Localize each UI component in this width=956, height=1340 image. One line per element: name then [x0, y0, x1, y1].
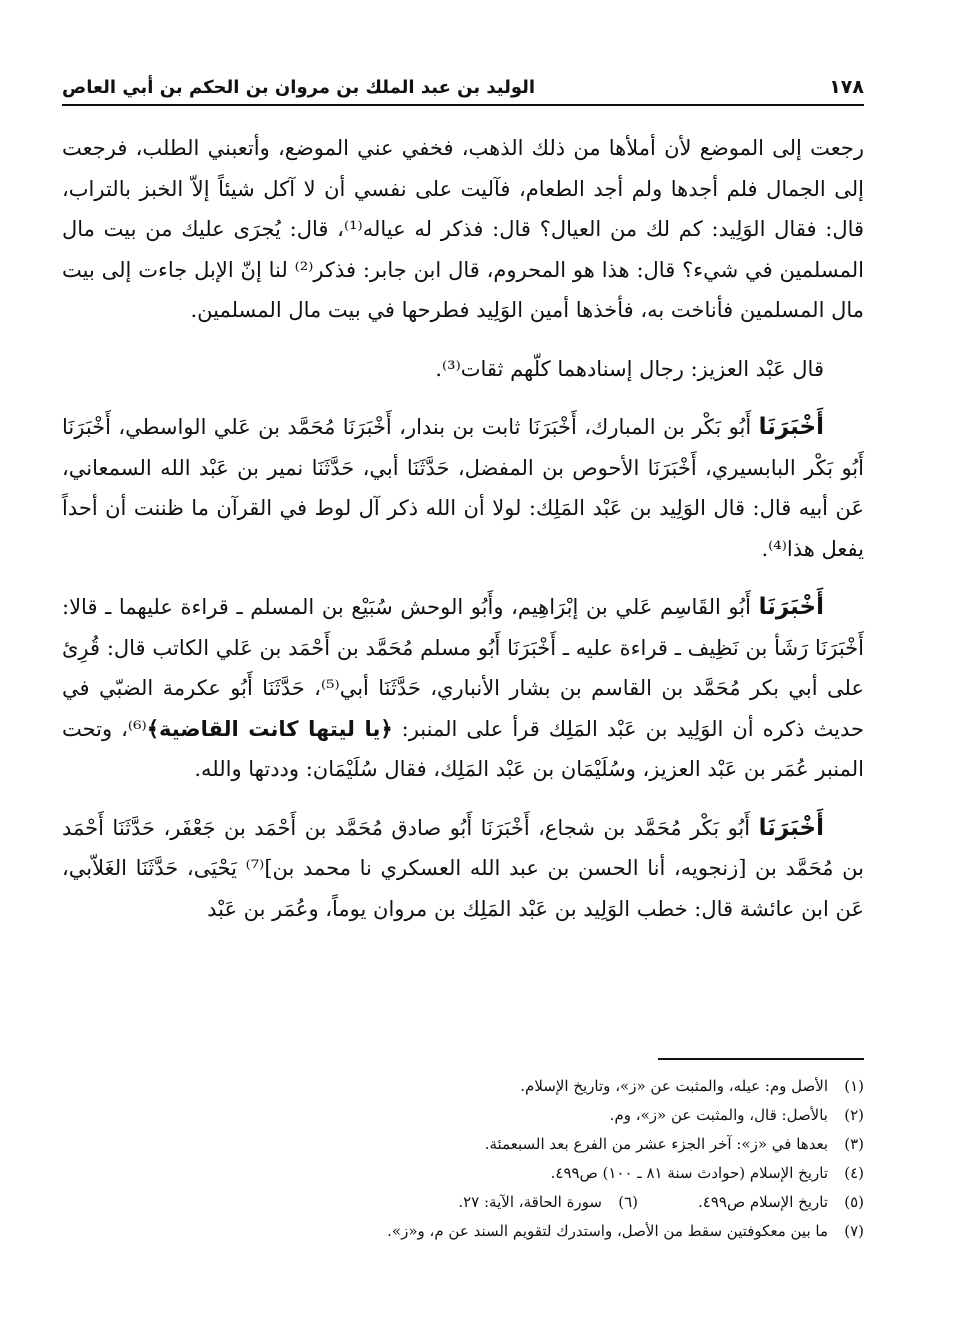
footnote-number: (٤)	[844, 1164, 864, 1182]
footnote-text: سورة الحاقة، الآية: ٢٧.	[458, 1193, 602, 1211]
footnote-text: تاريخ الإسلام ص٤٩٩.	[698, 1193, 828, 1211]
footnotes	[62, 1072, 864, 1246]
paragraph-text: ⁽⁶⁾، وتحت المنبر عُمَر بن عَبْد العزيز، وسُلَيْمَان بن عَبْد المَلِك، فقال سُلَيْمَان: وددتها والله.	[62, 716, 864, 781]
paragraph-text: أَبُو القَاسِم عَلي بن إبْرَاهِيم، وأَبُو الوحش سُبَيْع بن المسلم ـ قراءة عليهما ـ قالا: أَخْبَرَنَا رَشَأ بن نَظِيف ـ قراءة عليه ـ أَخْبَرَنَا أَبُو مسلم مُحَمَّد بن أَحْمَد بن عَلي الكاتب قال: قُرِئ على أبي بكر مُحَمَّد بن القاسم بن بشار الأنباري، حَدَّثَنَا أبي⁽⁵⁾، حَدَّثَنَا أَبُو عكرمة الضبّي في حديث ذكره أن الوَلِيد بن عَبْد المَلِك قرأ على المنبر:	[62, 595, 864, 741]
footnote-text: الأصل وم: عيله، والمثبت عن «ز»، وتاريخ الإسلام.	[520, 1077, 828, 1095]
paragraph-text: قال عَبْد العزيز: رجال إسنادهما كلّهم ثقات⁽³⁾.	[435, 356, 824, 381]
paragraph-continuation	[62, 128, 864, 331]
narration-lead: أَخْبَرَنَا	[758, 414, 824, 440]
footnote-number: (٢)	[844, 1106, 864, 1124]
footnote-text: ما بين معكوفتين سقط من الأصل، واستدرك لتقويم السند عن م، و«ز».	[387, 1222, 828, 1240]
main-text	[62, 128, 864, 947]
page-header	[62, 58, 864, 106]
running-title: الوليد بن عبد الملك بن مروان بن الحكم بن أبي العاص	[62, 77, 536, 98]
footnote-number: (٧)	[844, 1222, 864, 1240]
footnote	[62, 1130, 864, 1159]
footnote	[62, 1159, 864, 1188]
footnote-number: (٥)	[844, 1193, 864, 1211]
narration-lead: أَخْبَرَنَا	[758, 594, 824, 620]
narration-lead: أَخْبَرَنَا	[758, 814, 824, 841]
paragraph-narration	[62, 808, 864, 930]
paragraph-isnad-note	[62, 349, 864, 390]
paragraph-text: رجعت إلى الموضع لأن أملأها من ذلك الذهب، فخفي عني الموضع، وأتعبني الطلب، فرجعت إلى الجمال فلم أجدها ولم أجد الطعام، فآليت على نفسي أن لا آكل شيئاً إلاّ الخبز بالتراب، قال: فقال الوَلِيد: كم لك من العيال؟ قال: فذكر له عياله⁽¹⁾، قال: يُجرَى عليك من بيت مال المسلمين في شيء؟ قال: هذا هو المحروم، قال ابن جابر: فذكر⁽²⁾ لنا إنّ الإبل جاءت إلى بيت مال المسلمين فأناخت به، فأخذها أمين الوَلِيد فطرحها في بيت مال المسلمين.	[62, 136, 865, 322]
footnote-separator	[658, 1058, 864, 1060]
footnote-text: بالأصل: قال، والمثبت عن «ز»، وم.	[609, 1106, 828, 1124]
footnote-number: (٣)	[844, 1135, 864, 1153]
paragraph-text: أَبُو بَكْر مُحَمَّد بن شجاع، أَخْبَرَنَا أَبُو صادق مُحَمَّد بن أَحْمَد بن جَعْفَر، حَدَّثَنَا أَحْمَد بن مُحَمَّد بن [زنجويه، أنا الحسن بن عبد الله العسكري نا محمد بن]⁽⁷⁾ يَحْيَى، حَدَّثَنَا الغَلاّبي، عَن ابن عائشة قال: خطب الوَلِيد بن عَبْد المَلِك بن مروان يوماً، وعُمَر بن عَبْد	[62, 815, 864, 921]
quran-verse: ﴿يا ليتها كانت القاضية﴾	[146, 716, 393, 741]
footnote-text: بعدها في «ز»: آخر الجزء عشر من الفرع بعد السبعمئة.	[484, 1135, 828, 1153]
paragraph-narration	[62, 587, 864, 790]
footnote	[698, 1188, 864, 1217]
footnote	[62, 1101, 864, 1130]
footnote-number: (٦)	[618, 1193, 638, 1211]
footnote	[62, 1217, 864, 1246]
footnote-row	[62, 1188, 864, 1217]
paragraph-text: أَبُو بَكْر بن المبارك، أَخْبَرَنَا ثابت بن بندار، أَخْبَرَنَا مُحَمَّد بن عَلي الواسطي، أَخْبَرَنَا أَبُو بَكْر البابسيري، أَخْبَرَنَا الأحوص بن المفضل، حَدَّثَنَا أبي، حَدَّثَنَا نمير بن عَبْد الله السمعاني، عَن أبيه قال: قال الوَلِيد بن عَبْد المَلِك: لولا أن الله ذكر آل لوط في القرآن ما ظننت أن أحداً يفعل هذا⁽⁴⁾.	[62, 415, 864, 561]
footnote	[62, 1072, 864, 1101]
page-number: ١٧٨	[829, 76, 864, 98]
footnote-text: تاريخ الإسلام (حوادث سنة ٨١ ـ ١٠٠) ص٤٩٩.	[550, 1164, 828, 1182]
footnote	[458, 1188, 638, 1217]
paragraph-narration	[62, 407, 864, 569]
footnote-number: (١)	[844, 1077, 864, 1095]
